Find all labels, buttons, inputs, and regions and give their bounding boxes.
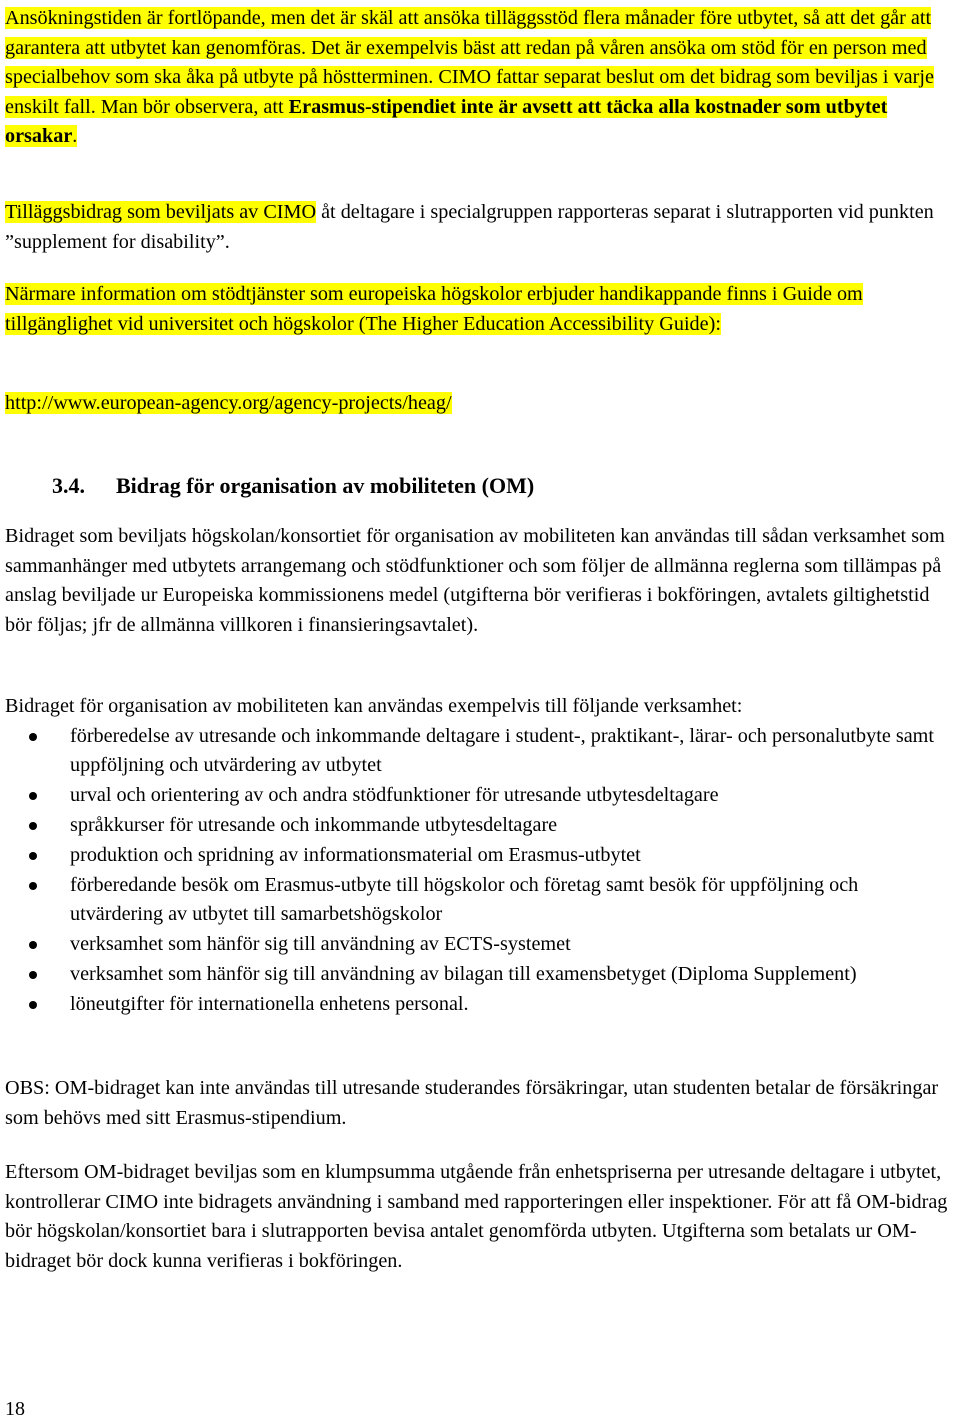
om-activity-list	[0, 722, 955, 1020]
list-item: förberedande besök om Erasmus-utbyte till högskolor och företag samt besök för uppföljning och utvärdering av utbytet till samarbetshögskolor	[0, 871, 955, 928]
list-item: produktion och spridning av informationsmaterial om Erasmus-utbytet	[0, 841, 955, 870]
bullet-icon	[29, 852, 37, 860]
paragraph-lump-sum: Eftersom OM-bidraget beviljas som en klumpsumma utgående från enhetspriserna per utresande deltagare i utbytet, kontrollerar CIMO inte bidragets användning i samband med rapporteringen eller inspektioner. För att få OM-bidrag bör högskolan/konsortiet bara i slutrapporten bevisa antalet genomförda utbyten. Utgifterna som betalats ur OM-bidraget bör dock kunna verifieras i bokföringen.	[5, 1161, 948, 1272]
heag-link[interactable]: http://www.european-agency.org/agency-projects/heag/	[5, 392, 452, 414]
section-heading	[52, 471, 534, 501]
bullet-icon	[29, 882, 37, 890]
bullet-icon	[29, 941, 37, 949]
bullet-icon	[29, 971, 37, 979]
section-title: Bidrag för organisation av mobiliteten (OM)	[116, 473, 535, 498]
paragraph-om-examples-intro: Bidraget för organisation av mobiliteten kan användas exempelvis till följande verksamhet:	[5, 695, 743, 717]
highlighted-period: .	[72, 125, 78, 147]
paragraph-supplement-report	[5, 198, 955, 257]
section-number: 3.4.	[52, 473, 85, 498]
highlighted-text: Ansökningstiden är fortlöpande, men det är skäl att ansöka tilläggsstöd flera månader före utbytet, så att det går att garantera att utbytet kan genomföras. Det är exempelvis bäst att redan på våren ansöka om stöd för en person med specialbehov som ska åka på utbyte på höstterminen. CIMO fattar separat beslut om det bidrag som beviljas i varje enskilt fall. Man bör observera, att	[5, 7, 934, 118]
list-item: verksamhet som hänför sig till användning av ECTS-systemet	[0, 930, 955, 959]
bullet-icon	[29, 792, 37, 800]
list-item: urval och orientering av och andra stödfunktioner för utresande utbytesdeltagare	[0, 781, 955, 810]
paragraph-om-grant-usage: Bidraget som beviljats högskolan/konsortiet för organisation av mobiliteten kan användas till sådan verksamhet som sammanhänger med utbytets arrangemang och stödfunktioner och som följer de allmänna reglerna som tillämpas på anslag beviljade ur Europeiska kommissionens medel (utgifterna bör verifieras i bokföringen, avtalets giltighetstid bör följas; jfr de allmänna villkoren i finansieringsavtalet).	[5, 525, 945, 636]
paragraph-accessibility-guide	[5, 280, 955, 339]
list-item: löneutgifter för internationella enhetens personal.	[0, 990, 955, 1019]
bullet-icon	[29, 1001, 37, 1009]
bullet-icon	[29, 822, 37, 830]
paragraph-insurance-note: OBS: OM-bidraget kan inte användas till utresande studerandes försäkringar, utan studenten betalar de försäkringar som behövs med sitt Erasmus-stipendium.	[5, 1077, 939, 1129]
highlighted-text: Tilläggsbidrag som beviljats av CIMO	[5, 201, 317, 223]
paragraph-text: åt deltagare i specialgruppen rapporteras separat i slutrapporten vid punkten ”supplement for disability”.	[5, 201, 934, 253]
bullet-icon	[29, 733, 37, 741]
heag-link-line	[5, 389, 955, 419]
highlighted-bold-text: Erasmus-stipendiet inte är avsett att täcka alla kostnader som utbytet orsakar	[5, 95, 888, 147]
list-item: verksamhet som hänför sig till användning av bilagan till examensbetyget (Diploma Supplement)	[0, 960, 955, 989]
list-item: språkkurser för utresande och inkommande utbytesdeltagare	[0, 811, 955, 840]
page-number: 18	[5, 1398, 25, 1420]
paragraph-application-period	[5, 4, 955, 152]
list-item: förberedelse av utresande och inkommande deltagare i student-, praktikant-, lärar- och personalutbyte samt uppföljning och utvärdering av utbytet	[0, 722, 955, 779]
highlighted-text: Närmare information om stödtjänster som europeiska högskolor erbjuder handikappande finns i Guide om tillgänglighet vid universitet och högskolor (The Higher Education Accessibility Guide):	[5, 283, 863, 335]
